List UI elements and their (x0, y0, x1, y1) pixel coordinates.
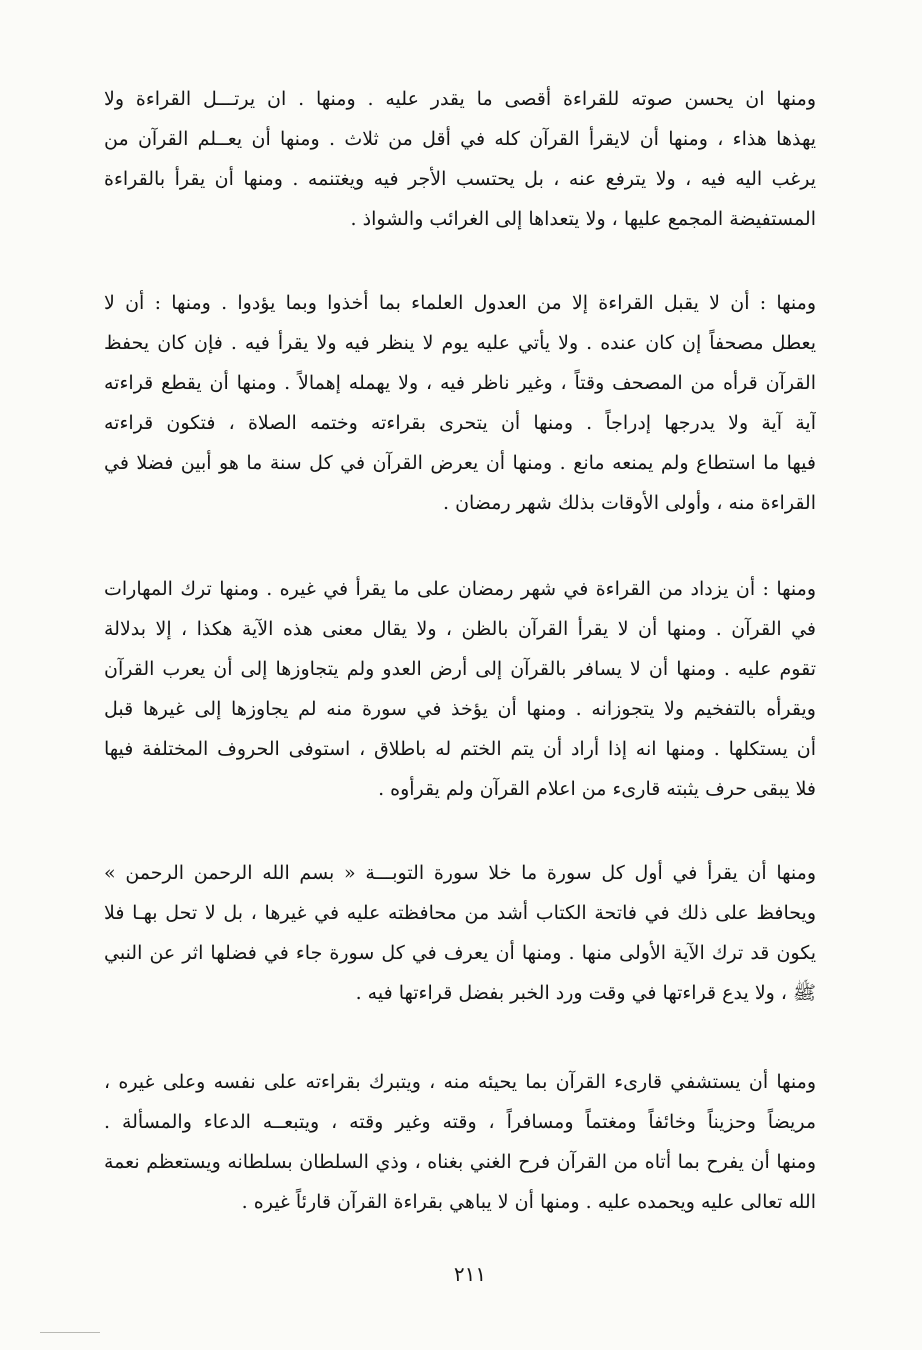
text-line: ومنها : أن لا يقبل القراءة إلا من العدول العلماء بما أخذوا وبما يؤدوا . ومنها : أن لا (104, 292, 816, 314)
text-line: فيها ما استطاع ولم يمنعه مانع . ومنها أن يعرض القرآن في كل سنة ما هو أبين فضلا في (104, 452, 816, 474)
text-line: القراءة منه ، وأولى الأوقات بذلك شهر رمضان . (442, 492, 816, 514)
scan-edge-mark (40, 1332, 100, 1333)
page-number: ٢١١ (453, 1262, 487, 1286)
paragraph-2 (104, 283, 816, 523)
paragraph-4 (104, 853, 816, 1013)
text-line: ﷺ ، ولا يدع قراءتها في وقت ورد الخبر بفضل قراءتها فيه . (355, 982, 816, 1004)
text-line: ومنها : أن يزداد من القراءة في شهر رمضان على ما يقرأ في غيره . ومنها ترك المهارات (104, 578, 816, 600)
text-line: ومنها أن يقرأ في أول كل سورة ما خلا سورة التوبـــة « بسم الله الرحمن الرحمن » (104, 862, 816, 884)
text-line: ومنها أن يفرح بما أتاه من القرآن فرح الغني بغناه ، وذي السلطان بسلطانه ويستعظم نعمة (104, 1151, 816, 1173)
text-line: يكون قد ترك الآية الأولى منها . ومنها أن يعرف في كل سورة جاء في فضلها اثر عن النبي (104, 942, 816, 964)
paragraph-3 (104, 569, 816, 809)
text-line: آية آية ولا يدرجها إدراجاً . ومنها أن يتحرى بقراءته وختمه الصلاة ، فتكون قراءته (104, 412, 816, 434)
text-line: مريضاً وحزيناً وخائفاً ومغتماً ومسافراً ، وقته وغير وقته ، ويتبعــه الدعاء والمسألة . (104, 1111, 816, 1133)
text-line: ويقرأه بالتفخيم ولا يتجوزانه . ومنها أن يؤخذ في سورة منه لم يجاوزها إلى غيرها قبل (104, 698, 816, 720)
text-line: ومنها ان يحسن صوته للقراءة أقصى ما يقدر عليه . ومنها . ان يرتـــل القراءة ولا (104, 88, 816, 110)
text-line: الله تعالى عليه ويحمده عليه . ومنها أن لا يباهي بقراءة القرآن قارئاً غيره . (241, 1191, 816, 1213)
paragraph-5 (104, 1062, 816, 1222)
text-line: المستفيضة المجمع عليها ، ولا يتعداها إلى الغرائب والشواذ . (350, 208, 816, 230)
text-line: القرآن قرأه من المصحف وقتاً ، وغير ناظر فيه ، ولا يهمله إهمالاً . ومنها أن يقطع قراءته (104, 372, 816, 394)
text-line: تقوم عليه . ومنها أن لا يسافر بالقرآن إلى أرض العدو ولم يتجاوزها إلى أن يعرب القرآن (104, 658, 816, 680)
text-line: يرغب اليه فيه ، ولا يترفع عنه ، بل يحتسب الأجر فيه ويغتنمه . ومنها أن يقرأ بالقراءة (104, 168, 816, 190)
text-line: أن يستكلها . ومنها انه إذا أراد أن يتم الختم له باطلاق ، استوفى الحروف المختلفة فيها (104, 738, 816, 760)
text-line: في القرآن . ومنها أن لا يقرأ القرآن بالظن ، ولا يقال معنى هذه الآية هكذا ، إلا بدلالة (104, 618, 816, 640)
text-line: يعطل مصحفاً إن كان عنده . ولا يأتي عليه يوم لا ينظر فيه ولا يقرأ فيه . فإن كان يحفظ (104, 332, 816, 354)
text-line: يهذها هذاء ، ومنها أن لايقرأ القرآن كله في أقل من ثلاث . ومنها أن يعــلم القرآن من (104, 128, 816, 150)
text-line: ويحافظ على ذلك في فاتحة الكتاب أشد من محافظته عليه في غيرها ، بل لا تحل بهـا فلا (104, 902, 816, 924)
text-line: فلا يبقى حرف يثبته قارىء من اعلام القرآن ولم يقرأوه . (378, 778, 816, 800)
text-line: ومنها أن يستشفي قارىء القرآن بما يحيئه منه ، ويتبرك بقراءته على نفسه وعلى غيره ، (104, 1071, 816, 1093)
paragraph-1 (104, 79, 816, 239)
